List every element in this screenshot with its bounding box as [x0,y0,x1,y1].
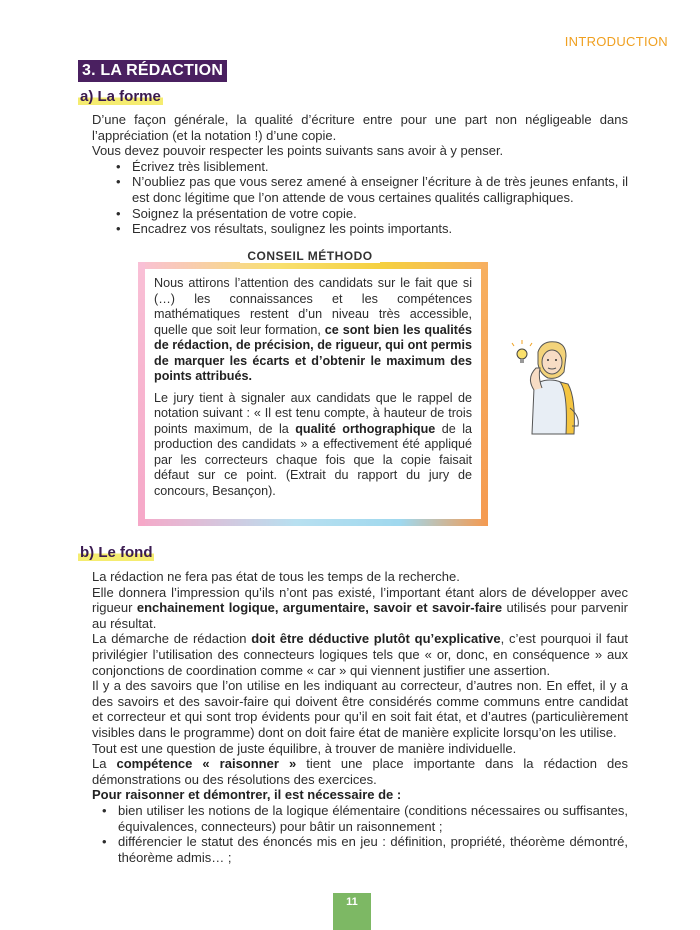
forme-bullet-list [92,159,628,237]
box-border-right [481,262,488,526]
paragraph [154,391,472,500]
paragraph [92,787,628,803]
bold-run: qualité orthographique [295,421,436,436]
list-item: • Écrivez très lisiblement. [132,159,628,175]
fond-body [92,569,628,865]
text-run: tient une place importante dans la rédaction des démonstrations ou des résolutions des exercices. [92,756,628,787]
paragraph: D’une façon générale, la qualité d’écriture entre pour une part non négligeable dans l’appréciation (et la notation !) d’une copie. [92,112,628,143]
box-border-top [138,262,488,269]
text-run: Elle donnera l’impression qu’ils n’ont pas existé, l’important étant alors de développer avec rigueur [92,584,628,616]
lightbulb-icon [512,340,532,363]
heading-text: a) La forme [80,88,161,105]
text-run: , c’est pourquoi il faut privilégier l’utilisation des connecteurs logiques tels que « or, donc, en conséquence » aux conjonctions de coordination comme « car » qui viennent justifier une assertion. [92,631,629,678]
text-run: La [92,756,117,772]
text-run: de la production des candidats » a effectivement été appliqué par les correcteurs chaque fois que la copie faisait défaut sur ce point. (Extrait du rapport du jury de concours, Besançon). [154,421,472,498]
page-number: 11 [333,893,371,930]
paragraph: Il y a des savoirs que l’on utilise en les indiquant au correcteur, d’autres non. En effet, il y a des savoirs et des savoir-faire qui doivent être considérés comme communs entre candidat et correcteur et qui sont trop évidents pour qu’il en soit fait état, et d’autres (particulièrement visibles dans le programme) dont on doit faire état de manière explicite lorsqu’on les utilise. [92,678,628,740]
conseil-title: CONSEIL MÉTHODO [240,249,380,263]
paragraph: Tout est une question de juste équilibre, à trouver de manière individuelle. [92,740,517,756]
subsection-heading-forme [78,88,163,105]
text-run: Nous attirons l’attention des candidats sur le fait que si (…) les connaissances et les compétences mathématiques restent d’un niveau très accessible, quelle que soit leur formation, [154,276,472,337]
list-item: • différencier le statut des énoncés mis en jeu : définition, propriété, théorème démontré, théorème admis… ; [118,834,628,865]
conseil-text [154,276,472,505]
box-border-bottom [138,519,488,526]
paragraph: La rédaction ne fera pas état de tous les temps de la recherche. [92,569,460,584]
bold-run: enchainement logique, argumentaire, savoir et savoir-faire [136,600,503,616]
bold-run: doit être déductive plutôt qu’explicative [251,631,501,647]
paragraph [92,756,628,787]
heading-text: b) Le fond [80,544,153,561]
thinking-person-illustration [508,338,588,448]
subsection-heading-fond [78,544,154,561]
text-run: Le jury tient à signaler aux candidats que le rappel de notation suivant : « Il est tenu compte, à hauteur de trois points maximum, de la [154,390,472,436]
text-run: La démarche de rédaction [92,631,252,647]
list-item: • Encadrez vos résultats, soulignez les points importants. [132,221,628,237]
forme-body [92,112,628,237]
bold-run: ce sont bien les qualités de rédaction, de précision, de rigueur, qui ont permis de marquer les écarts et d’obtenir le maximum des points attribués. [154,322,472,383]
paragraph [92,585,628,632]
list-item: • Soignez la présentation de votre copie. [132,206,628,222]
section-title: 3. LA RÉDACTION [78,60,227,82]
paragraph: Vous devez pouvoir respecter les points suivants sans avoir à y penser. [92,143,504,159]
bold-run: compétence « raisonner » [116,756,297,772]
bold-run: Pour raisonner et démontrer, il est nécessaire de : [92,787,402,803]
paragraph [92,631,628,678]
text-run: utilisés pour parvenir au résultat. [92,600,628,631]
list-item: • bien utiliser les notions de la logique élémentaire (conditions nécessaires ou suffisantes, équivalences, connecteurs) pour bâtir un raisonnement ; [118,803,628,834]
list-item: • N’oubliez pas que vous serez amené à enseigner l’écriture à de très jeunes enfants, il est donc légitime que l’on attende de vous certaines qualités calligraphiques. [132,174,628,205]
paragraph [154,276,472,385]
fond-bullet-list [92,803,628,865]
conseil-box [138,262,488,526]
box-border-left [138,262,145,526]
running-header: INTRODUCTION [564,34,668,49]
